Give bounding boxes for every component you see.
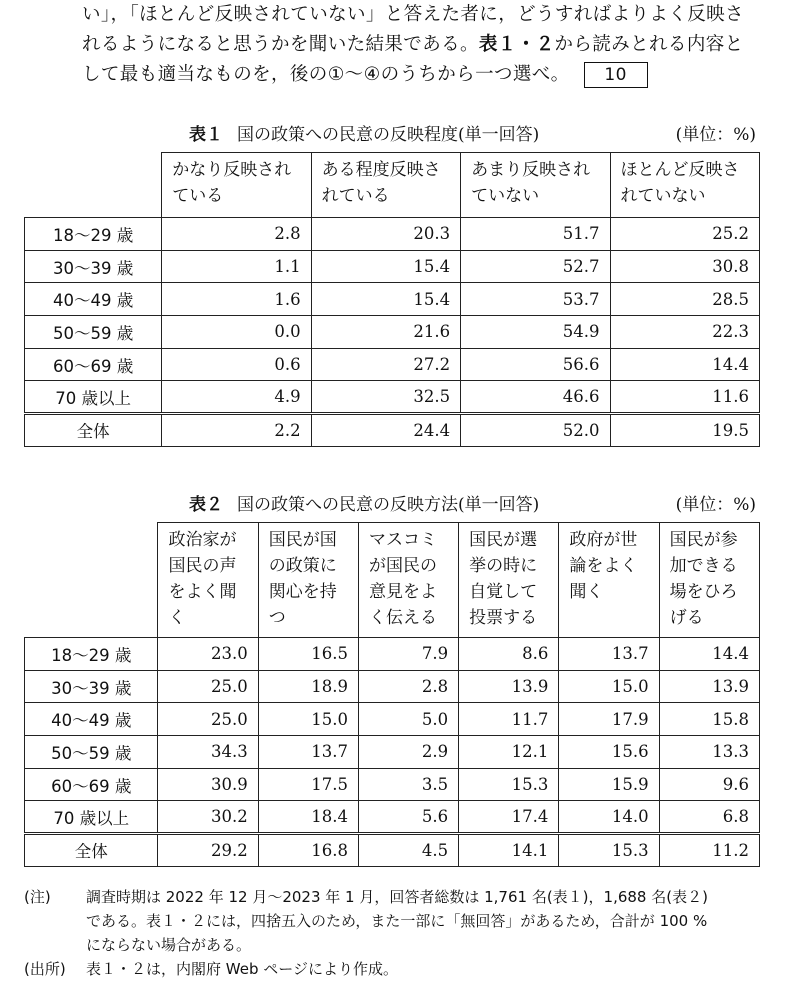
- row-label: 50～59 歳: [25, 316, 162, 349]
- row-label: 40～49 歳: [25, 703, 158, 736]
- cell-value: 18.9: [258, 670, 358, 703]
- cell-value: 15.6: [559, 736, 659, 769]
- table-row: [25, 638, 760, 671]
- table-row: [25, 703, 760, 736]
- cell-value: 30.2: [158, 801, 258, 834]
- cell-value: 19.5: [610, 414, 759, 447]
- answer-number-box: 10: [584, 62, 648, 88]
- table-row: [25, 250, 760, 283]
- cell-value: 52.0: [461, 414, 610, 447]
- cell-value: 14.4: [610, 348, 759, 381]
- table1: [24, 152, 760, 447]
- cell-value: 2.8: [359, 670, 459, 703]
- footnotes: [24, 885, 774, 981]
- row-label: 60～69 歳: [25, 768, 158, 801]
- table1-header-row: [25, 153, 760, 218]
- cell-value: 46.6: [461, 381, 610, 414]
- table1-title: 国の政策への民意の反映程度(単一回答): [237, 125, 540, 145]
- table-row: [25, 316, 760, 349]
- cell-value: 32.5: [311, 381, 460, 414]
- cell-value: 17.4: [459, 801, 559, 834]
- cell-value: 30.8: [610, 250, 759, 283]
- cell-value: 51.7: [461, 218, 610, 251]
- table1-col-header: ある程度反映されている: [311, 153, 460, 218]
- cell-value: 13.3: [659, 736, 759, 769]
- cell-value: 4.9: [162, 381, 311, 414]
- intro-line-2-pre: れるようになると思うかを聞いた結果である。: [82, 34, 479, 55]
- cell-value: 13.9: [659, 670, 759, 703]
- table-total-row: [25, 414, 760, 447]
- intro-line-2-bold: 表１・２: [478, 34, 555, 55]
- table1-corner: [25, 153, 162, 218]
- intro-line-1: い」，「ほとんど反映されていない」と答えた者に，どうすればよりよく反映さ: [82, 4, 744, 25]
- cell-value: 13.9: [459, 670, 559, 703]
- cell-value: 17.9: [559, 703, 659, 736]
- cell-value: 56.6: [461, 348, 610, 381]
- table-row: [25, 283, 760, 316]
- cell-value: 28.5: [610, 283, 759, 316]
- row-label: 70 歳以上: [25, 801, 158, 834]
- table2-title: 国の政策への民意の反映方法(単一回答): [237, 495, 540, 515]
- source-label: (出所): [24, 960, 66, 978]
- row-label: 18～29 歳: [25, 218, 162, 251]
- cell-value: 6.8: [659, 801, 759, 834]
- note-line-3: にならない場合がある。: [86, 936, 252, 954]
- cell-value: 5.6: [359, 801, 459, 834]
- note-line-2: である。表１・２には，四捨五入のため，また一部に「無回答」があるため，合計が 100 %: [86, 912, 708, 930]
- cell-value: 0.0: [162, 316, 311, 349]
- intro-line-3: [82, 60, 772, 90]
- table1-col-header: かなり反映されている: [162, 153, 311, 218]
- row-label: 18～29 歳: [25, 638, 158, 671]
- table2: [24, 522, 760, 867]
- cell-value: 8.6: [459, 638, 559, 671]
- table2-col-header: 国民が国の政策に関心を持つ: [258, 523, 358, 638]
- cell-value: 17.5: [258, 768, 358, 801]
- row-label: 全体: [25, 414, 162, 447]
- intro-line-2-post: から読みとれる内容と: [554, 34, 744, 55]
- row-label: 全体: [25, 834, 158, 867]
- source-row: [24, 957, 774, 981]
- table-row: [25, 348, 760, 381]
- table2-title-group: [189, 490, 539, 515]
- cell-value: 3.5: [359, 768, 459, 801]
- cell-value: 4.5: [359, 834, 459, 867]
- cell-value: 20.3: [311, 218, 460, 251]
- cell-value: 15.9: [559, 768, 659, 801]
- cell-value: 13.7: [559, 638, 659, 671]
- question-intro: [82, 0, 772, 90]
- cell-value: 15.4: [311, 250, 460, 283]
- table2-corner: [25, 523, 158, 638]
- table2-col-header: 国民が参加できる場をひろげる: [659, 523, 759, 638]
- cell-value: 15.3: [559, 834, 659, 867]
- table-row: [25, 736, 760, 769]
- cell-value: 22.3: [610, 316, 759, 349]
- cell-value: 15.8: [659, 703, 759, 736]
- cell-value: 1.1: [162, 250, 311, 283]
- cell-value: 15.3: [459, 768, 559, 801]
- table-row: [25, 801, 760, 834]
- row-label: 40～49 歳: [25, 283, 162, 316]
- table2-col-header: 政治家が国民の声をよく聞く: [158, 523, 258, 638]
- cell-value: 29.2: [158, 834, 258, 867]
- cell-value: 2.2: [162, 414, 311, 447]
- table2-header-row: [25, 523, 760, 638]
- table-row: [25, 670, 760, 703]
- table2-label: 表２: [189, 495, 223, 515]
- cell-value: 18.4: [258, 801, 358, 834]
- cell-value: 15.0: [559, 670, 659, 703]
- cell-value: 16.8: [258, 834, 358, 867]
- cell-value: 15.0: [258, 703, 358, 736]
- table-row: [25, 381, 760, 414]
- cell-value: 16.5: [258, 638, 358, 671]
- cell-value: 34.3: [158, 736, 258, 769]
- table1-title-group: [189, 120, 539, 145]
- cell-value: 5.0: [359, 703, 459, 736]
- table-row: [25, 768, 760, 801]
- cell-value: 14.0: [559, 801, 659, 834]
- note-line-1: 調査時期は 2022 年 12 月～2023 年 1 月，回答者総数は 1,761 名(表１)，1,688 名(表２): [86, 888, 708, 906]
- table-row: [25, 218, 760, 251]
- cell-value: 11.2: [659, 834, 759, 867]
- cell-value: 1.6: [162, 283, 311, 316]
- cell-value: 25.0: [158, 703, 258, 736]
- row-label: 30～39 歳: [25, 250, 162, 283]
- row-label: 60～69 歳: [25, 348, 162, 381]
- cell-value: 2.8: [162, 218, 311, 251]
- cell-value: 23.0: [158, 638, 258, 671]
- note-label: (注): [24, 888, 51, 906]
- table2-col-header: 国民が選挙の時に自覚して投票する: [459, 523, 559, 638]
- cell-value: 13.7: [258, 736, 358, 769]
- table2-unit: (単位：%): [675, 495, 756, 515]
- table1-label: 表１: [189, 125, 223, 145]
- row-label: 30～39 歳: [25, 670, 158, 703]
- intro-line-2: [82, 30, 772, 60]
- cell-value: 11.6: [610, 381, 759, 414]
- cell-value: 27.2: [311, 348, 460, 381]
- source-text: 表１・２は，内閣府 Web ページにより作成。: [86, 960, 398, 978]
- cell-value: 52.7: [461, 250, 610, 283]
- cell-value: 53.7: [461, 283, 610, 316]
- cell-value: 12.1: [459, 736, 559, 769]
- table-total-row: [25, 834, 760, 867]
- intro-line-3-text: して最も適当なものを，後の①～④のうちから一つ選べ。: [82, 64, 570, 85]
- cell-value: 24.4: [311, 414, 460, 447]
- row-label: 70 歳以上: [25, 381, 162, 414]
- cell-value: 21.6: [311, 316, 460, 349]
- table2-col-header: マスコミが国民の意見をよく伝える: [359, 523, 459, 638]
- table1-col-header: ほとんど反映されていない: [610, 153, 759, 218]
- table1-unit: (単位：%): [675, 125, 756, 145]
- cell-value: 15.4: [311, 283, 460, 316]
- cell-value: 0.6: [162, 348, 311, 381]
- cell-value: 25.0: [158, 670, 258, 703]
- cell-value: 7.9: [359, 638, 459, 671]
- cell-value: 11.7: [459, 703, 559, 736]
- table1-col-header: あまり反映されていない: [461, 153, 610, 218]
- cell-value: 30.9: [158, 768, 258, 801]
- table2-col-header: 政府が世論をよく聞く: [559, 523, 659, 638]
- note-row: [24, 885, 774, 909]
- row-label: 50～59 歳: [25, 736, 158, 769]
- cell-value: 14.4: [659, 638, 759, 671]
- cell-value: 14.1: [459, 834, 559, 867]
- cell-value: 25.2: [610, 218, 759, 251]
- cell-value: 54.9: [461, 316, 610, 349]
- cell-value: 9.6: [659, 768, 759, 801]
- cell-value: 2.9: [359, 736, 459, 769]
